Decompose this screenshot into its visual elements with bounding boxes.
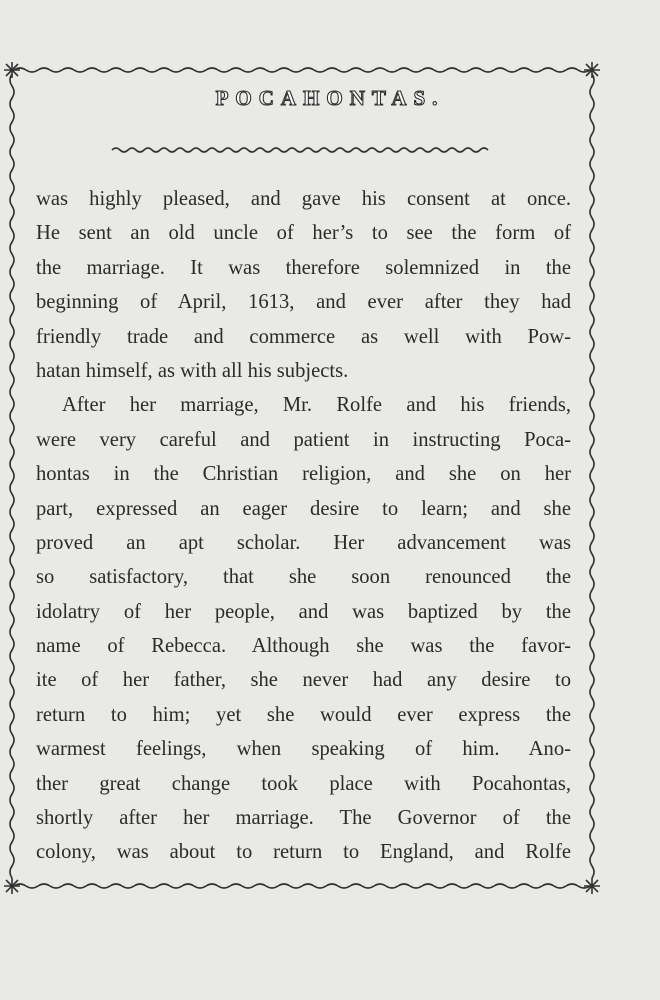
text-line: friendly trade and commerce as well with Pow- (36, 325, 571, 348)
text-line: was highly pleased, and gave his consent at once. (36, 188, 571, 210)
text-line: warmest feelings, when speaking of him. Ano- (36, 738, 571, 761)
text-line: part, expressed an eager desire to learn; and she (36, 497, 571, 520)
border-left-rule (10, 74, 14, 878)
text-line: He sent an old uncle of her’s to see the form of (36, 222, 571, 245)
head-ornamental-rule (0, 140, 660, 160)
border-right-rule (590, 74, 594, 878)
running-head: POCAHONTAS. (215, 86, 445, 110)
border-top-rule (14, 68, 590, 72)
text-line: ite of her father, she never had any desire to (36, 669, 571, 692)
text-line: beginning of April, 1613, and ever after they had (36, 291, 571, 314)
text-line: After her marriage, Mr. Rolfe and his friends, (62, 394, 571, 417)
text-line: hontas in the Christian religion, and she on her (36, 463, 571, 486)
text-line: return to him; yet she would ever express the (36, 703, 571, 726)
text-line: colony, was about to return to England, and Rolfe (36, 841, 571, 864)
text-line: name of Rebecca. Although she was the favor- (36, 635, 571, 658)
text-line: hatan himself, as with all his subjects. (36, 359, 349, 382)
text-line: were very careful and patient in instructing Poca- (36, 428, 571, 451)
text-line: shortly after her marriage. The Governor of the (36, 807, 571, 830)
border-bottom-rule (14, 884, 590, 888)
body-text (36, 182, 571, 870)
text-line: so satisfactory, that she soon renounced the (36, 566, 571, 589)
text-line: the marriage. It was therefore solemnized in the (36, 256, 571, 279)
text-line: idolatry of her people, and was baptized by the (36, 600, 571, 623)
text-line: ther great change took place with Pocahontas, (36, 772, 571, 795)
text-line: proved an apt scholar. Her advancement was (36, 531, 571, 554)
